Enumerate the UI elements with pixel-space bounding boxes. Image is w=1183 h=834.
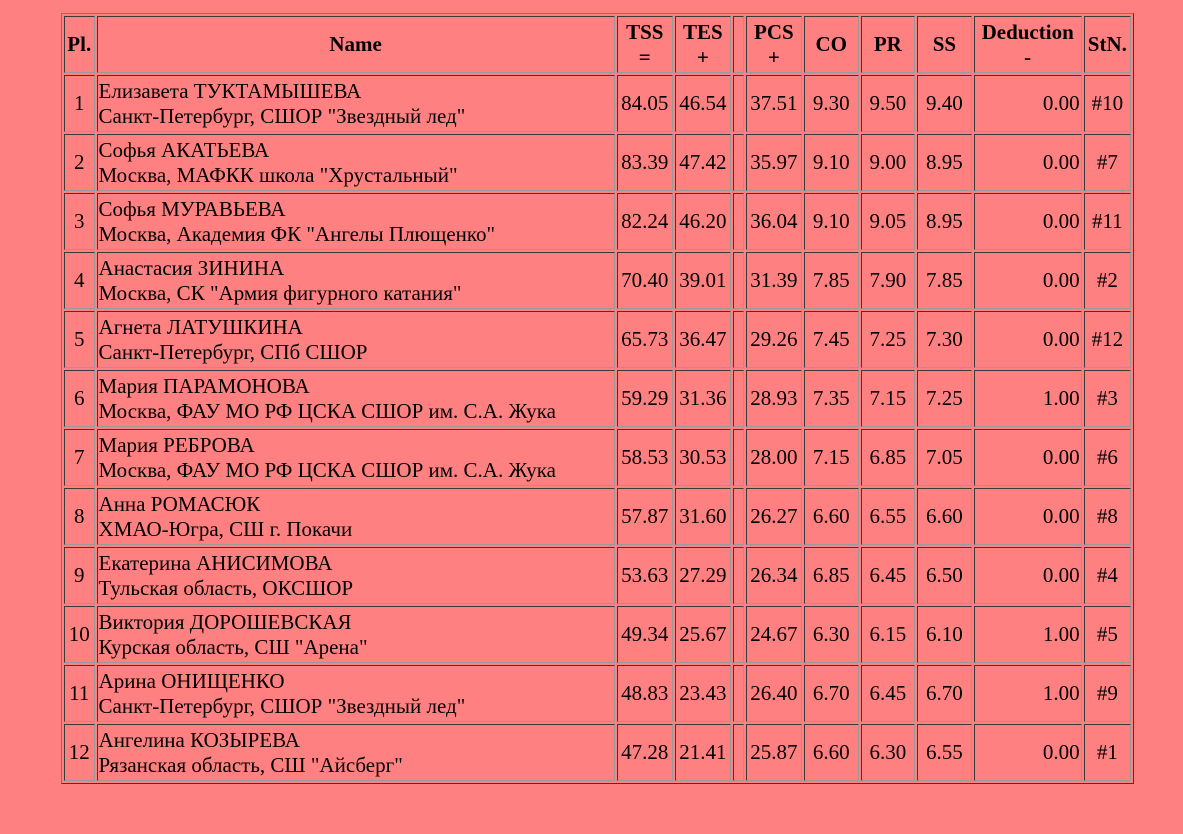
- spacer-cell: [733, 193, 744, 250]
- skater-club: Москва, МАФКК школа "Хрустальный": [98, 162, 458, 187]
- co-cell: 6.70: [804, 665, 859, 722]
- place-cell: 11: [64, 665, 95, 722]
- start-number-cell: #1: [1084, 724, 1131, 781]
- place-cell: 6: [64, 370, 95, 427]
- skater-club: Санкт-Петербург, СШОР "Звездный лед": [98, 103, 466, 128]
- spacer-cell: [733, 252, 744, 309]
- tss-cell: 48.83: [617, 665, 673, 722]
- ss-cell: 6.10: [917, 606, 972, 663]
- skater-club: Москва, ФАУ МО РФ ЦСКА СШОР им. С.А. Жука: [98, 457, 556, 482]
- deduction-cell: 1.00: [974, 370, 1082, 427]
- tss-cell: 57.87: [617, 488, 673, 545]
- deduction-cell: 0.00: [974, 547, 1082, 604]
- deduction-cell: 0.00: [974, 311, 1082, 368]
- pr-cell: 7.15: [861, 370, 916, 427]
- skater-club: Тульская область, ОКСШОР: [98, 575, 354, 600]
- pr-cell: 6.45: [861, 547, 916, 604]
- skater-club: Москва, Академия ФК "Ангелы Плющенко": [98, 221, 496, 246]
- skater-cell: [97, 724, 615, 781]
- ss-cell: 6.60: [917, 488, 972, 545]
- table-row: [64, 252, 1131, 309]
- tes-cell: 27.29: [675, 547, 731, 604]
- header-row: [64, 16, 1131, 73]
- header-deduction-label: Deduction: [981, 19, 1074, 44]
- tss-cell: 59.29: [617, 370, 673, 427]
- spacer-cell: [733, 724, 744, 781]
- table-row: [64, 370, 1131, 427]
- skater-name: Елизавета ТУКТАМЫШЕВА: [98, 78, 362, 103]
- skater-cell: [97, 370, 615, 427]
- deduction-cell: 0.00: [974, 429, 1082, 486]
- tes-cell: 21.41: [675, 724, 731, 781]
- spacer-cell: [733, 547, 744, 604]
- tes-cell: 46.54: [675, 75, 731, 132]
- tes-cell: 31.36: [675, 370, 731, 427]
- pcs-cell: 31.39: [746, 252, 802, 309]
- spacer-cell: [733, 370, 744, 427]
- co-cell: 9.10: [804, 193, 859, 250]
- table-row: [64, 488, 1131, 545]
- pcs-cell: 28.93: [746, 370, 802, 427]
- table-row: [64, 311, 1131, 368]
- results-table: [61, 13, 1134, 784]
- pcs-cell: 28.00: [746, 429, 802, 486]
- spacer-cell: [733, 606, 744, 663]
- header-start-number: StN.: [1084, 16, 1131, 73]
- co-cell: 6.30: [804, 606, 859, 663]
- table-row: [64, 193, 1131, 250]
- pcs-cell: 37.51: [746, 75, 802, 132]
- tss-cell: 49.34: [617, 606, 673, 663]
- spacer-cell: [733, 134, 744, 191]
- ss-cell: 8.95: [917, 134, 972, 191]
- place-cell: 10: [64, 606, 95, 663]
- ss-cell: 6.55: [917, 724, 972, 781]
- skater-name: Анна РОМАСЮК: [98, 491, 261, 516]
- place-cell: 2: [64, 134, 95, 191]
- deduction-cell: 0.00: [974, 724, 1082, 781]
- skater-name: Виктория ДОРОШЕВСКАЯ: [98, 609, 352, 634]
- header-pcs-label: PCS: [754, 19, 794, 44]
- table-row: [64, 429, 1131, 486]
- co-cell: 6.60: [804, 724, 859, 781]
- header-place: Pl.: [64, 16, 95, 73]
- spacer-cell: [733, 488, 744, 545]
- results-body: [64, 75, 1131, 781]
- skater-club: Москва, ФАУ МО РФ ЦСКА СШОР им. С.А. Жука: [98, 398, 556, 423]
- pr-cell: 6.45: [861, 665, 916, 722]
- header-pcs-operator: +: [767, 44, 780, 69]
- place-cell: 1: [64, 75, 95, 132]
- skater-cell: [97, 75, 615, 132]
- skater-cell: [97, 193, 615, 250]
- header-tss-label: TSS: [626, 19, 664, 44]
- co-cell: 7.85: [804, 252, 859, 309]
- pr-cell: 7.25: [861, 311, 916, 368]
- ss-cell: 8.95: [917, 193, 972, 250]
- spacer-cell: [733, 429, 744, 486]
- start-number-cell: #12: [1084, 311, 1131, 368]
- header-tss: [617, 16, 673, 73]
- header-name: Name: [97, 16, 615, 73]
- header-deduction-operator: -: [1024, 44, 1032, 69]
- skater-name: Екатерина АНИСИМОВА: [98, 550, 333, 575]
- deduction-cell: 1.00: [974, 665, 1082, 722]
- table-row: [64, 606, 1131, 663]
- skater-cell: [97, 547, 615, 604]
- skater-club: Санкт-Петербург, СШОР "Звездный лед": [98, 693, 466, 718]
- place-cell: 5: [64, 311, 95, 368]
- header-tes: [675, 16, 731, 73]
- spacer-cell: [733, 311, 744, 368]
- pcs-cell: 35.97: [746, 134, 802, 191]
- skater-cell: [97, 488, 615, 545]
- skater-club: Санкт-Петербург, СПб СШОР: [98, 339, 368, 364]
- table-row: [64, 665, 1131, 722]
- skater-cell: [97, 252, 615, 309]
- skater-name: Мария РЕБРОВА: [98, 432, 255, 457]
- tss-cell: 83.39: [617, 134, 673, 191]
- tss-cell: 84.05: [617, 75, 673, 132]
- header-tes-label: TES: [683, 19, 723, 44]
- pcs-cell: 26.40: [746, 665, 802, 722]
- tes-cell: 39.01: [675, 252, 731, 309]
- pr-cell: 6.85: [861, 429, 916, 486]
- ss-cell: 7.25: [917, 370, 972, 427]
- place-cell: 3: [64, 193, 95, 250]
- pr-cell: 6.15: [861, 606, 916, 663]
- deduction-cell: 0.00: [974, 193, 1082, 250]
- deduction-cell: 0.00: [974, 134, 1082, 191]
- pcs-cell: 24.67: [746, 606, 802, 663]
- header-deduction: [974, 16, 1082, 73]
- start-number-cell: #4: [1084, 547, 1131, 604]
- table-row: [64, 75, 1131, 132]
- place-cell: 4: [64, 252, 95, 309]
- skater-club: Рязанская область, СШ "Айсберг": [98, 752, 403, 777]
- start-number-cell: #5: [1084, 606, 1131, 663]
- tes-cell: 46.20: [675, 193, 731, 250]
- pr-cell: 6.30: [861, 724, 916, 781]
- start-number-cell: #2: [1084, 252, 1131, 309]
- co-cell: 9.30: [804, 75, 859, 132]
- ss-cell: 7.05: [917, 429, 972, 486]
- skater-name: Ангелина КОЗЫРЕВА: [98, 727, 300, 752]
- spacer-cell: [733, 75, 744, 132]
- start-number-cell: #8: [1084, 488, 1131, 545]
- tes-cell: 47.42: [675, 134, 731, 191]
- header-pcs: [746, 16, 802, 73]
- header-tss-operator: =: [638, 44, 651, 69]
- deduction-cell: 0.00: [974, 75, 1082, 132]
- tss-cell: 82.24: [617, 193, 673, 250]
- ss-cell: 7.85: [917, 252, 972, 309]
- spacer-cell: [733, 665, 744, 722]
- skater-club: Курская область, СШ "Арена": [98, 634, 368, 659]
- header-ss: SS: [917, 16, 972, 73]
- tss-cell: 65.73: [617, 311, 673, 368]
- tes-cell: 25.67: [675, 606, 731, 663]
- skater-name: Мария ПАРАМОНОВА: [98, 373, 310, 398]
- start-number-cell: #7: [1084, 134, 1131, 191]
- co-cell: 7.45: [804, 311, 859, 368]
- pr-cell: 9.00: [861, 134, 916, 191]
- skater-cell: [97, 606, 615, 663]
- co-cell: 6.85: [804, 547, 859, 604]
- ss-cell: 6.70: [917, 665, 972, 722]
- table-row: [64, 724, 1131, 781]
- place-cell: 9: [64, 547, 95, 604]
- ss-cell: 7.30: [917, 311, 972, 368]
- skater-cell: [97, 311, 615, 368]
- ss-cell: 6.50: [917, 547, 972, 604]
- tss-cell: 47.28: [617, 724, 673, 781]
- place-cell: 12: [64, 724, 95, 781]
- pr-cell: 6.55: [861, 488, 916, 545]
- skater-club: ХМАО-Югра, СШ г. Покачи: [98, 516, 353, 541]
- skater-cell: [97, 134, 615, 191]
- header-tes-operator: +: [696, 44, 709, 69]
- pr-cell: 9.05: [861, 193, 916, 250]
- start-number-cell: #11: [1084, 193, 1131, 250]
- co-cell: 9.10: [804, 134, 859, 191]
- skater-cell: [97, 665, 615, 722]
- tes-cell: 31.60: [675, 488, 731, 545]
- table-row: [64, 547, 1131, 604]
- header-co: CO: [804, 16, 859, 73]
- deduction-cell: 0.00: [974, 252, 1082, 309]
- co-cell: 6.60: [804, 488, 859, 545]
- skater-name: Софья АКАТЬЕВА: [98, 137, 270, 162]
- pcs-cell: 26.27: [746, 488, 802, 545]
- place-cell: 7: [64, 429, 95, 486]
- skater-club: Москва, СК "Армия фигурного катания": [98, 280, 462, 305]
- tes-cell: 36.47: [675, 311, 731, 368]
- tes-cell: 30.53: [675, 429, 731, 486]
- place-cell: 8: [64, 488, 95, 545]
- skater-name: Анастасия ЗИНИНА: [98, 255, 285, 280]
- deduction-cell: 1.00: [974, 606, 1082, 663]
- ss-cell: 9.40: [917, 75, 972, 132]
- pr-cell: 7.90: [861, 252, 916, 309]
- pcs-cell: 25.87: [746, 724, 802, 781]
- pcs-cell: 26.34: [746, 547, 802, 604]
- co-cell: 7.35: [804, 370, 859, 427]
- tss-cell: 70.40: [617, 252, 673, 309]
- pcs-cell: 29.26: [746, 311, 802, 368]
- header-pr: PR: [861, 16, 916, 73]
- tss-cell: 53.63: [617, 547, 673, 604]
- skater-name: Агнета ЛАТУШКИНА: [98, 314, 303, 339]
- tes-cell: 23.43: [675, 665, 731, 722]
- co-cell: 7.15: [804, 429, 859, 486]
- start-number-cell: #9: [1084, 665, 1131, 722]
- pr-cell: 9.50: [861, 75, 916, 132]
- table-row: [64, 134, 1131, 191]
- deduction-cell: 0.00: [974, 488, 1082, 545]
- skater-name: Софья МУРАВЬЕВА: [98, 196, 286, 221]
- start-number-cell: #3: [1084, 370, 1131, 427]
- skater-cell: [97, 429, 615, 486]
- start-number-cell: #6: [1084, 429, 1131, 486]
- skater-name: Арина ОНИЩЕНКО: [98, 668, 285, 693]
- tss-cell: 58.53: [617, 429, 673, 486]
- header-spacer: [733, 16, 744, 73]
- pcs-cell: 36.04: [746, 193, 802, 250]
- start-number-cell: #10: [1084, 75, 1131, 132]
